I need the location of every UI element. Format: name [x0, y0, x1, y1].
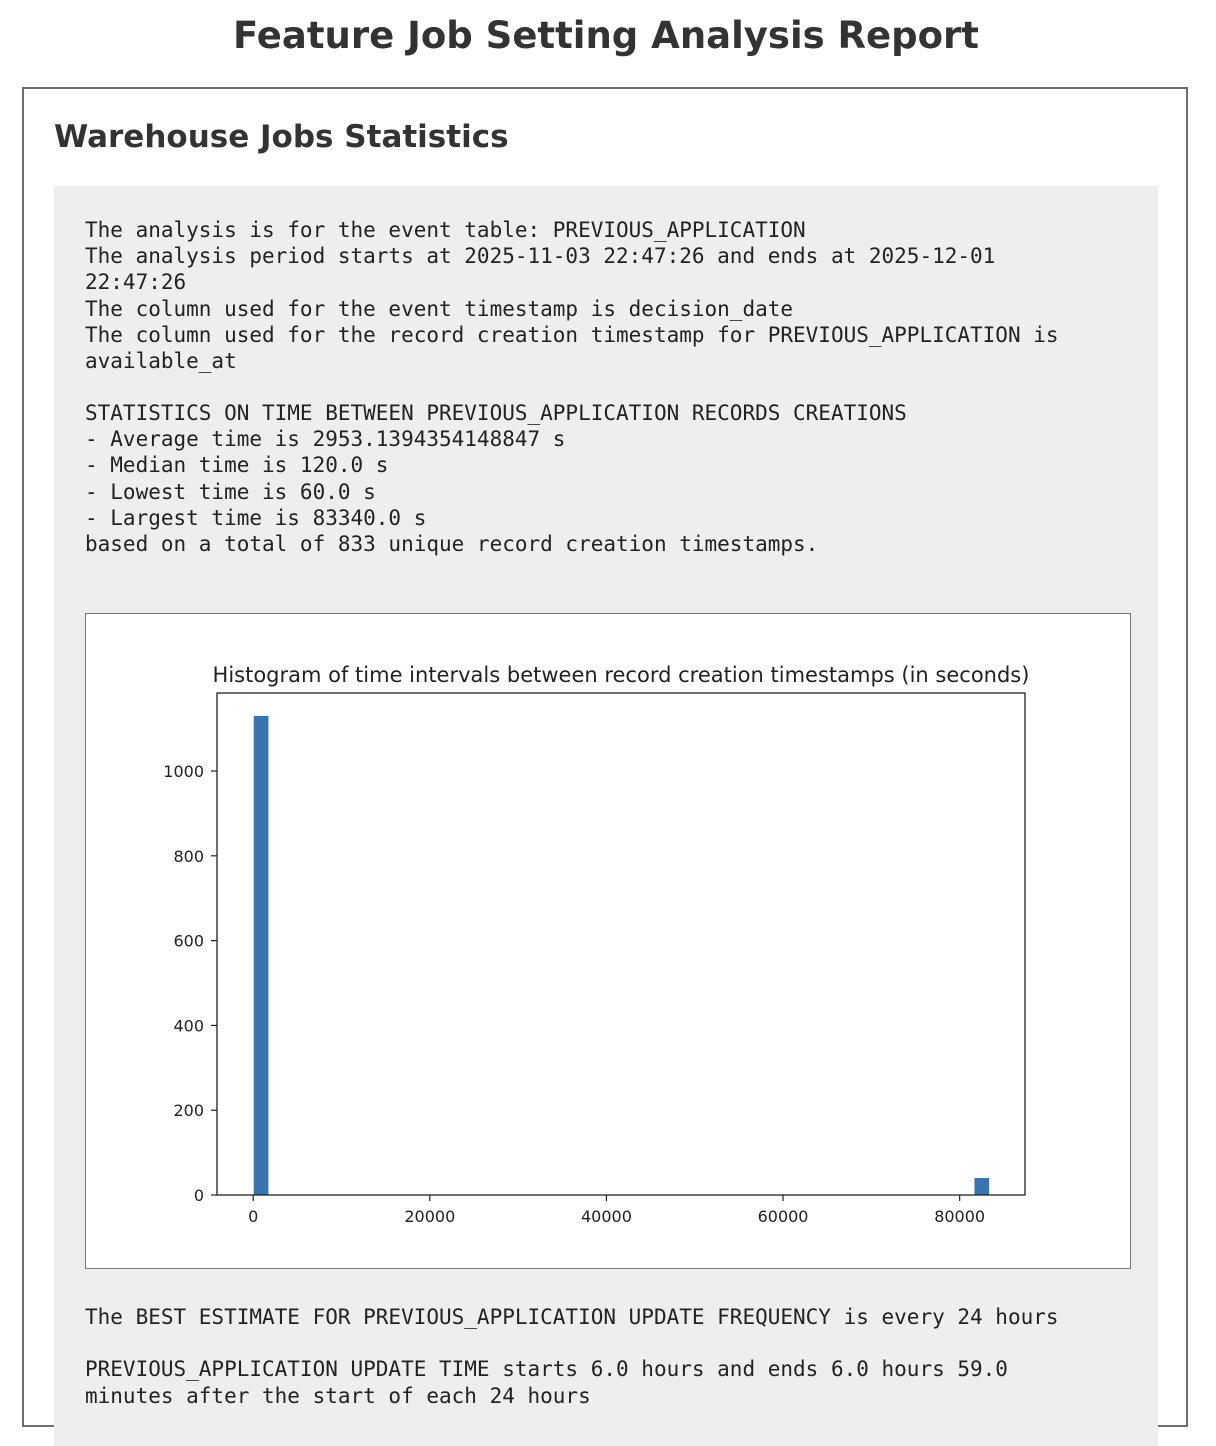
chart-title: Histogram of time intervals between record creation timestamps (in seconds) [212, 663, 1030, 687]
report-title: Feature Job Setting Analysis Report [233, 14, 979, 57]
text-line: The analysis is for the event table: PREVIOUS_APPLICATION [85, 218, 806, 242]
x-tick-label: 60000 [757, 1207, 809, 1226]
text-line: - Largest time is 83340.0 s [85, 505, 427, 530]
histogram-figure [85, 613, 1131, 1269]
text-line: 22:47:26 [85, 270, 187, 295]
histogram-chart [86, 614, 1130, 1268]
text-line: based on a total of 833 unique record creation timestamps. [85, 532, 819, 557]
analysis-intro-text [85, 217, 1059, 374]
x-tick-label: 0 [248, 1207, 259, 1226]
y-tick-label: 0 [193, 1186, 204, 1205]
plot-area-border [217, 693, 1025, 1195]
statistics-text [85, 400, 907, 557]
text-line: The analysis period starts at 2025-11-03 22:47:26 and ends at 2025-12-01 [85, 244, 996, 269]
x-tick-label: 20000 [404, 1207, 456, 1226]
text-line: available_at [85, 349, 237, 374]
section-title: Warehouse Jobs Statistics [54, 119, 509, 155]
text-line: The column used for the event timestamp is decision_date [85, 296, 794, 321]
y-tick-label: 400 [173, 1016, 204, 1036]
text-line: minutes after the start of each 24 hours [85, 1383, 591, 1408]
y-tick-label: 600 [173, 931, 204, 951]
x-tick-label: 40000 [580, 1207, 632, 1226]
y-tick-label: 1000 [163, 762, 204, 782]
text-line: - Median time is 120.0 s [85, 453, 389, 478]
text-line: STATISTICS ON TIME BETWEEN PREVIOUS_APPLICATION RECORDS CREATIONS [85, 401, 907, 425]
text-line: The BEST ESTIMATE FOR PREVIOUS_APPLICATION UPDATE FREQUENCY is every 24 hours [85, 1305, 1059, 1329]
y-tick-label: 800 [173, 846, 204, 866]
analysis-panel [54, 186, 1158, 1446]
y-tick-label: 200 [173, 1101, 204, 1121]
text-line: PREVIOUS_APPLICATION UPDATE TIME starts 6.0 hours and ends 6.0 hours 59.0 [85, 1357, 1008, 1382]
histogram-bar-1 [974, 1178, 989, 1195]
update-frequency-text [85, 1304, 1059, 1409]
histogram-bar-0 [254, 716, 269, 1195]
text-line: - Lowest time is 60.0 s [85, 479, 376, 504]
x-tick-label: 80000 [934, 1207, 986, 1226]
text-line: The column used for the record creation timestamp for PREVIOUS_APPLICATION is [85, 322, 1059, 347]
warehouse-jobs-section [22, 87, 1188, 1427]
text-line: - Average time is 2953.1394354148847 s [85, 427, 566, 452]
